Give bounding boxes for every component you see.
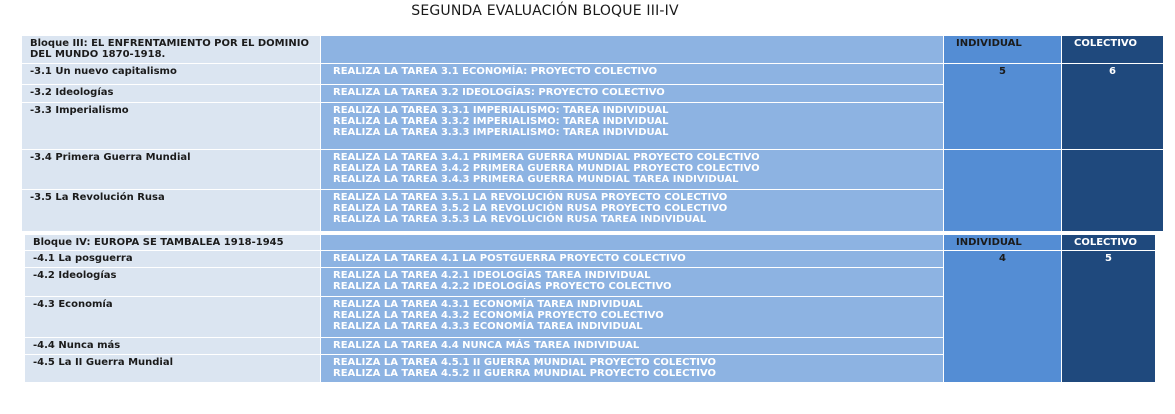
colectivo-header: COLECTIVO [1062, 235, 1155, 250]
block-header-text: Bloque III: EL ENFRENTAMIENTO POR EL DOMINIO DEL MUNDO 1870-1918. [30, 38, 309, 60]
topic-label: -3.2 Ideologías [22, 85, 320, 102]
task-line: REALIZA LA TAREA 3.5.3 LA REVOLUCIÓN RUSA TAREA INDIVIDUAL [333, 214, 707, 225]
individual-header: INDIVIDUAL [944, 36, 1061, 63]
task-line: REALIZA LA TAREA 3.5.2 LA REVOLUCIÓN RUSA PROYECTO COLECTIVO [333, 203, 728, 214]
topic-label: -4.1 La posguerra [25, 251, 320, 267]
task-line: REALIZA LA TAREA 3.2 IDEOLOGÍAS: PROYECTO COLECTIVO [333, 87, 665, 98]
task-line: REALIZA LA TAREA 3.3.3 IMPERIALISMO: TAREA INDIVIDUAL [333, 127, 669, 138]
task-line: REALIZA LA TAREA 4.1 LA POSTGUERRA PROYECTO COLECTIVO [333, 253, 686, 264]
task-cell [321, 64, 943, 84]
individual-count: 5 [944, 64, 1061, 149]
task-cell [321, 103, 943, 149]
topic-label: -4.2 Ideologías [25, 268, 320, 296]
task-cell [321, 251, 943, 267]
topic-label: -3.1 Un nuevo capitalismo [22, 64, 320, 84]
topic-label: -3.3 Imperialismo [22, 103, 320, 149]
individual-count: 4 [944, 251, 1061, 382]
topic-label: -4.3 Economía [25, 297, 320, 337]
task-line: REALIZA LA TAREA 4.4 NUNCA MÁS TAREA INDIVIDUAL [333, 340, 640, 351]
task-line: REALIZA LA TAREA 4.3.3 ECONOMÍA TAREA INDIVIDUAL [333, 321, 643, 332]
topic-label: -4.5 La II Guerra Mundial [25, 355, 320, 382]
colectivo-filler [1062, 150, 1163, 231]
task-line: REALIZA LA TAREA 3.4.3 PRIMERA GUERRA MUNDIAL TAREA INDIVIDUAL [333, 174, 739, 185]
task-cell [321, 190, 943, 231]
colectivo-count: 6 [1062, 64, 1163, 149]
page-title: SEGUNDA EVALUACIÓN BLOQUE III-IV [411, 3, 679, 19]
colectivo-header: COLECTIVO [1062, 36, 1163, 63]
block-header [25, 235, 320, 250]
task-line: REALIZA LA TAREA 3.1 ECONOMÍA: PROYECTO COLECTIVO [333, 66, 658, 77]
task-line: REALIZA LA TAREA 4.5.2 II GUERRA MUNDIAL PROYECTO COLECTIVO [333, 368, 717, 379]
task-line: REALIZA LA TAREA 3.3.1 IMPERIALISMO: TAREA INDIVIDUAL [333, 105, 669, 116]
block-header-task-cell [321, 36, 943, 63]
individual-header: INDIVIDUAL [944, 235, 1061, 250]
topic-label: -3.5 La Revolución Rusa [22, 190, 320, 231]
task-cell [321, 268, 943, 296]
task-line: REALIZA LA TAREA 4.3.2 ECONOMÍA PROYECTO COLECTIVO [333, 310, 664, 321]
block-header [22, 36, 320, 63]
task-line: REALIZA LA TAREA 4.2.1 IDEOLOGÍAS TAREA INDIVIDUAL [333, 270, 651, 281]
task-line: REALIZA LA TAREA 4.2.2 IDEOLOGÍAS PROYECTO COLECTIVO [333, 281, 672, 292]
colectivo-count: 5 [1062, 251, 1155, 382]
task-cell [321, 150, 943, 189]
task-line: REALIZA LA TAREA 3.4.1 PRIMERA GUERRA MUNDIAL PROYECTO COLECTIVO [333, 152, 760, 163]
task-cell [321, 297, 943, 337]
task-cell [321, 355, 943, 382]
block-header-task-cell [321, 235, 943, 250]
task-cell [321, 338, 943, 354]
individual-filler [944, 150, 1061, 231]
task-line: REALIZA LA TAREA 3.4.2 PRIMERA GUERRA MUNDIAL PROYECTO COLECTIVO [333, 163, 760, 174]
task-line: REALIZA LA TAREA 3.5.1 LA REVOLUCIÓN RUSA PROYECTO COLECTIVO [333, 192, 728, 203]
topic-label: -4.4 Nunca más [25, 338, 320, 354]
task-line: REALIZA LA TAREA 4.3.1 ECONOMÍA TAREA INDIVIDUAL [333, 299, 643, 310]
task-line: REALIZA LA TAREA 4.5.1 II GUERRA MUNDIAL PROYECTO COLECTIVO [333, 357, 717, 368]
task-cell [321, 85, 943, 102]
task-line: REALIZA LA TAREA 3.3.2 IMPERIALISMO: TAREA INDIVIDUAL [333, 116, 669, 127]
topic-label: -3.4 Primera Guerra Mundial [22, 150, 320, 189]
block-header-text: Bloque IV: EUROPA SE TAMBALEA 1918-1945 [33, 237, 284, 248]
